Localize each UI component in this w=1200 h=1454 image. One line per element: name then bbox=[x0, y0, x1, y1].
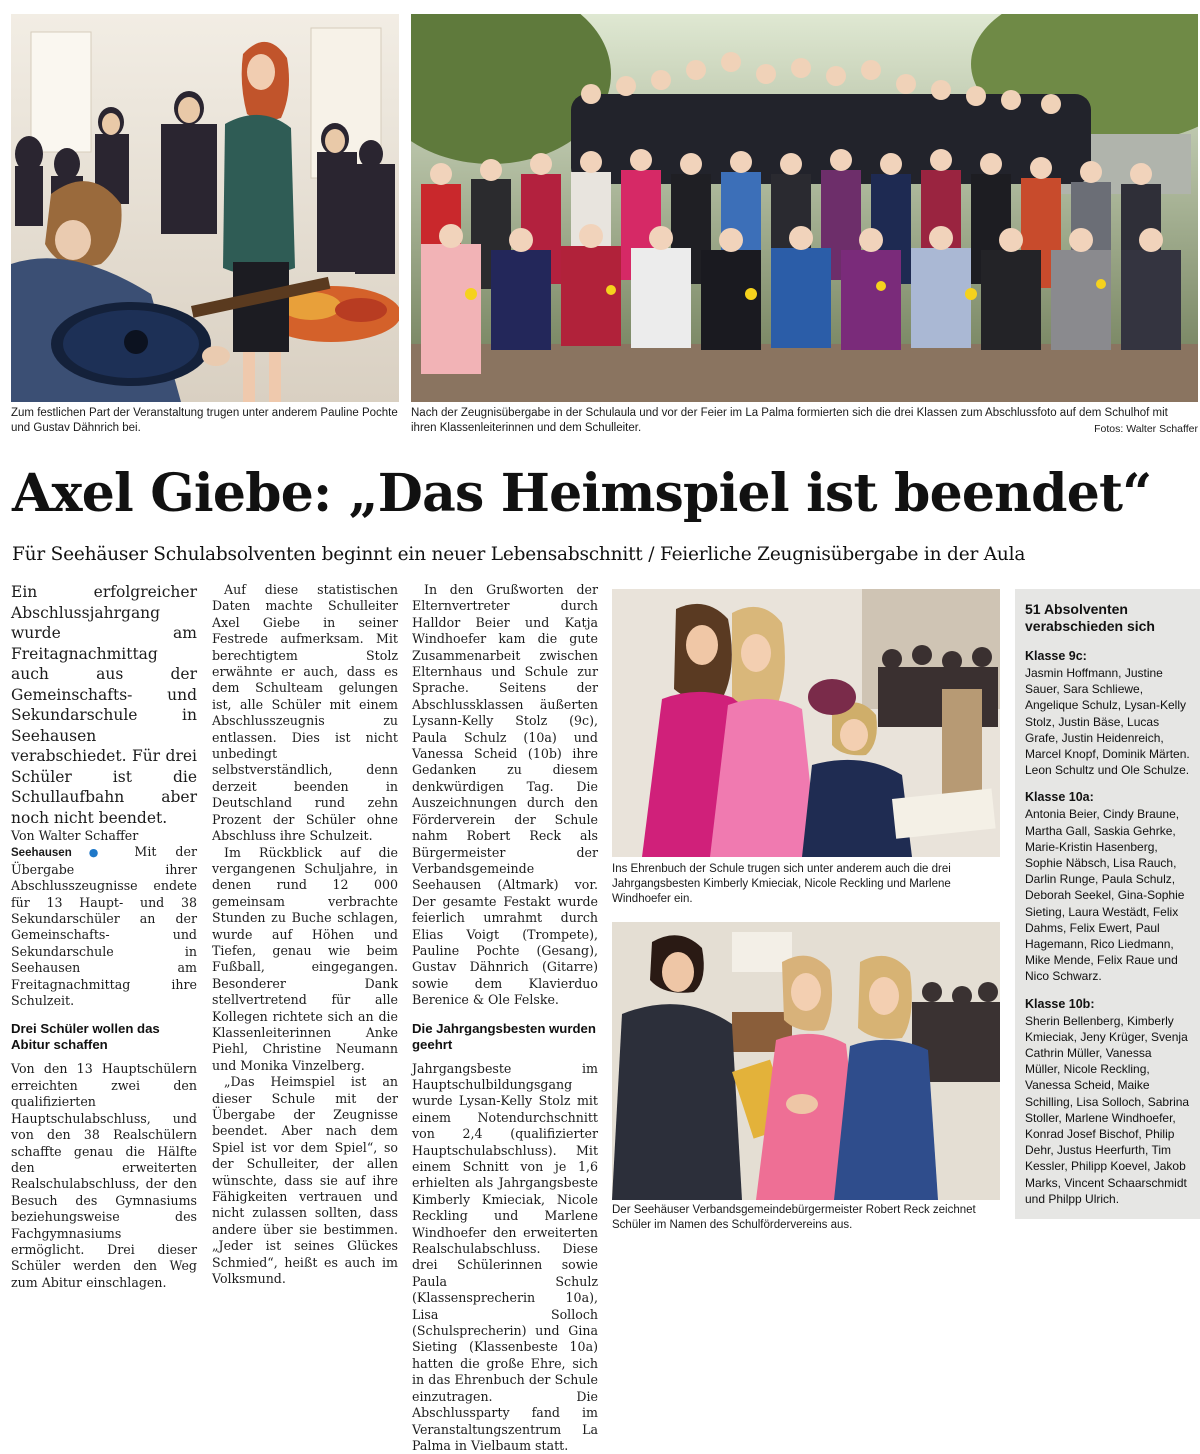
sidebar-class-label: Klasse 10a: bbox=[1025, 790, 1094, 805]
caption-middle-text: Ins Ehrenbuch der Schule trugen sich unter anderem auch die drei Jahrgangsbesten Kimberly Kmieciak, Nicole Reckling und Marlene Windhoefer ein. bbox=[612, 863, 951, 905]
photo-class-group-icon bbox=[411, 14, 1198, 402]
dateline-place: Seehausen bbox=[11, 847, 72, 860]
caption-left-photo bbox=[11, 406, 399, 436]
sidebar-title: 51 Absolventen verabschieden sich bbox=[1025, 601, 1155, 634]
caption-middle-photo bbox=[612, 862, 1000, 907]
photo-handshake bbox=[612, 922, 1000, 1200]
photo-handshake-icon bbox=[612, 922, 1000, 1200]
headline: Axel Giebe: „Das Heimspiel ist beendet“ bbox=[12, 463, 1152, 524]
subheadline: Für Seehäuser Schulabsolventen beginnt ein neuer Lebensabschnitt / Feierliche Zeugnisübergabe in der Aula bbox=[12, 544, 1026, 565]
photo-credit: Fotos: Walter Schaffer bbox=[1094, 423, 1198, 435]
sidebar-class-names: Jasmin Hoffmann, Justine Sauer, Sara Schliewe, Angelique Schulz, Lysan-Kelly Stolz, Justin Bäse, Lucas Grafe, Justin Heidenreich, Marcel Knopf, Dominik Märten. Leon Schultz und Ole Schulze. bbox=[1025, 666, 1190, 778]
byline: Von Walter Schaffer bbox=[11, 828, 139, 843]
subhead-abitur: Drei Schüler wollen das Abitur schaffen bbox=[11, 1021, 160, 1053]
article-paragraph-7: Jahrgangsbeste im Hauptschulbildungsgang wurde Lysan-Kelly Stolz mit einem Notendurchschnitt von 2,4 (qualifizierter Hauptschulabschluss). Mit einem Schnitt von je 1,6 erhielten als Jahrgangsbeste Kimberly Kmieciak, Nicole Reckling und Marlene Windhoefer den erweiterten Realschulabschluss. Diese drei Schülerinnen sowie Paula Schulz (Klassensprecherin 10a), Lisa Solloch (Schulsprecherin) und Gina Sieting (Klassenbeste 10a) hatten die große Ehre, sich in das Ehrenbuch der Schule einzutragen. Die Abschlussparty fand im Veranstaltungszentrum La Palma in Vielbaum statt. bbox=[412, 1060, 598, 1453]
caption-left-text: Zum festlichen Part der Veranstaltung trugen unter anderem Pauline Pochte und Gustav Dähnrich bei. bbox=[11, 407, 398, 434]
article-paragraph-1 bbox=[11, 844, 197, 1009]
caption-bottom-photo bbox=[612, 1203, 1000, 1233]
sidebar-class-names: Sherin Bellenberg, Kimberly Kmieciak, Jeny Krüger, Svenja Cathrin Müller, Vanessa Müller, Nicole Reckling, Vanessa Scheid, Maike Schilling, Lisa Solloch, Sabrina Stoller, Marlene Windhoefer, Konrad Josef Bischof, Philip Dehr, Justus Heerfurth, Tim Kessler, Philipp Koevel, Jakob Marks, Vincent Schaarschmidt und Philpp Ulrich. bbox=[1025, 1013, 1190, 1206]
article-paragraph-6: In den Grußworten der Elternvertreter durch Halldor Beier und Katja Windhoefer kam die gute Zusammenarbeit zwischen Elternhaus und Schule zur Sprache. Seitens der Abschlussklassen äußerten Lysann-Kelly Stolz (9c), Paula Schulz (10a) und Vanessa Scheid (10b) ihre Gedanken zu diesem denkwürdigen Tag. Die Auszeichnungen durch den Förderverein der Schule nahm Robert Reck als Bürgermeister der Verbandsgemeinde Seehausen (Altmark) vor. Der gesamte Festakt wurde feierlich umrahmt durch Elias Voigt (Trompete), Pauline Pochte (Gesang), Gustav Dähnrich (Gitarre) sowie dem Klavierduo Berenice & Ole Felske. bbox=[412, 582, 598, 1008]
sidebar-class-label: Klasse 10b: bbox=[1025, 996, 1095, 1011]
graduates-sidebar bbox=[1015, 589, 1200, 1219]
sidebar-class-names: Antonia Beier, Cindy Braune, Martha Gall, Saskia Gehrke, Marie-Kristin Hasenberg, Sophie Näbsch, Lisa Rauch, Darlin Runge, Paula Schulz, Deborah Seekel, Gina-Sophie Sieting, Laura Westädt, Felix Dahms, Felix Ewert, Paul Hagemann, Rico Liedmann, Mike Mende, Felix Raue und Nico Schwarz. bbox=[1025, 807, 1185, 984]
photo-guitar-singer-icon bbox=[11, 14, 399, 402]
photo-ehrenbuch bbox=[612, 589, 1000, 857]
photo-guitar-singer bbox=[11, 14, 399, 402]
dateline-dot-icon: ● bbox=[73, 846, 114, 860]
article-paragraph-4: Im Rückblick auf die vergangenen Schuljahre, in denen rund 12 000 gemeinsam verbrachte Stunden zu Buche schlagen, wurde auf Höhen und Tiefen, genau wie beim Fußball, eingegangen. Besonderer Dank stellvertretend für alle Kollegen richtete sich an die Klassenleiterinnen Anke Piehl, Christine Neumann und Monika Vinzelberg. bbox=[212, 844, 398, 1073]
article-column-1 bbox=[11, 582, 197, 1291]
photo-class-group bbox=[411, 14, 1198, 402]
caption-top-right-text: Nach der Zeugnisübergabe in der Schulaula und vor der Feier im La Palma formierten sich die drei Klassen zum Abschlussfoto auf dem Schulhof mit ihren Klassenleiterinnen und dem Schulleiter. bbox=[411, 407, 1168, 434]
article-column-3 bbox=[412, 582, 598, 1454]
caption-bottom-text: Der Seehäuser Verbandsgemeindebürgermeister Robert Reck zeichnet Schüler im Namen des Schulfördervereins aus. bbox=[612, 1204, 976, 1231]
subhead-jahrgangsbeste: Die Jahrgangsbesten wurden geehrt bbox=[412, 1020, 596, 1052]
article-column-2 bbox=[212, 582, 398, 1287]
photo-ehrenbuch-icon bbox=[612, 589, 1000, 857]
sidebar-class-label: Klasse 9c: bbox=[1025, 649, 1087, 663]
article-paragraph-2: Von den 13 Hauptschülern erreichten zwei den qualifizierten Hauptschulabschluss, und von den 38 Realschülern schaffte genau die Hälfte den erweiterten Realschulabschluss, der den Besuch des Gymnasiums beziehungsweise des Fachgymnasiums ermöglicht. Drei dieser Schüler werden den Weg zum Abitur einschlagen. bbox=[11, 1061, 197, 1290]
article-paragraph-5: „Das Heimspiel ist an dieser Schule mit der Übergabe der Zeugnisse beendet. Aber nach dem Spiel ist vor dem Spiel“, so der Schulleiter, der allen wünschte, dass sie auf ihre Fähigkeiten vertrauen und nicht zulassen sollten, dass andere über sie bestimmen. „Jeder ist seines Glückes Schmied“, heißt es auch im Volksmund. bbox=[212, 1074, 398, 1287]
article-paragraph-1-text: Mit der Übergabe ihrer Abschlusszeugnisse endete für 13 Haupt- und 38 Sekundarschüler an der Gemeinschafts- und Sekundarschule in Seehausen am Freitagnachmittag ihre Schulzeit. bbox=[11, 844, 197, 1009]
article-lead: Ein erfolgreicher Abschlussjahrgang wurde am Freitagnachmittag auch aus der Gemeinschafts- und Sekundarschule in Seehausen verabschiedet. Für drei Schüler ist die Schullaufbahn aber noch nicht beendet. bbox=[11, 583, 197, 827]
article-paragraph-3: Auf diese statistischen Daten machte Schulleiter Axel Giebe in seiner Festrede aufmerksam. Mit berechtigtem Stolz erwähnte er auch, dass es dem Schulteam gelungen ist, alle Schüler mit einem Abschlusszeugnis zu entlassen. Dies ist nicht unbedingt selbstverständlich, denn derzeit beenden in Deutschland rund zehn Prozent der Schüler ohne Abschluss ihre Schulzeit. bbox=[212, 582, 398, 844]
